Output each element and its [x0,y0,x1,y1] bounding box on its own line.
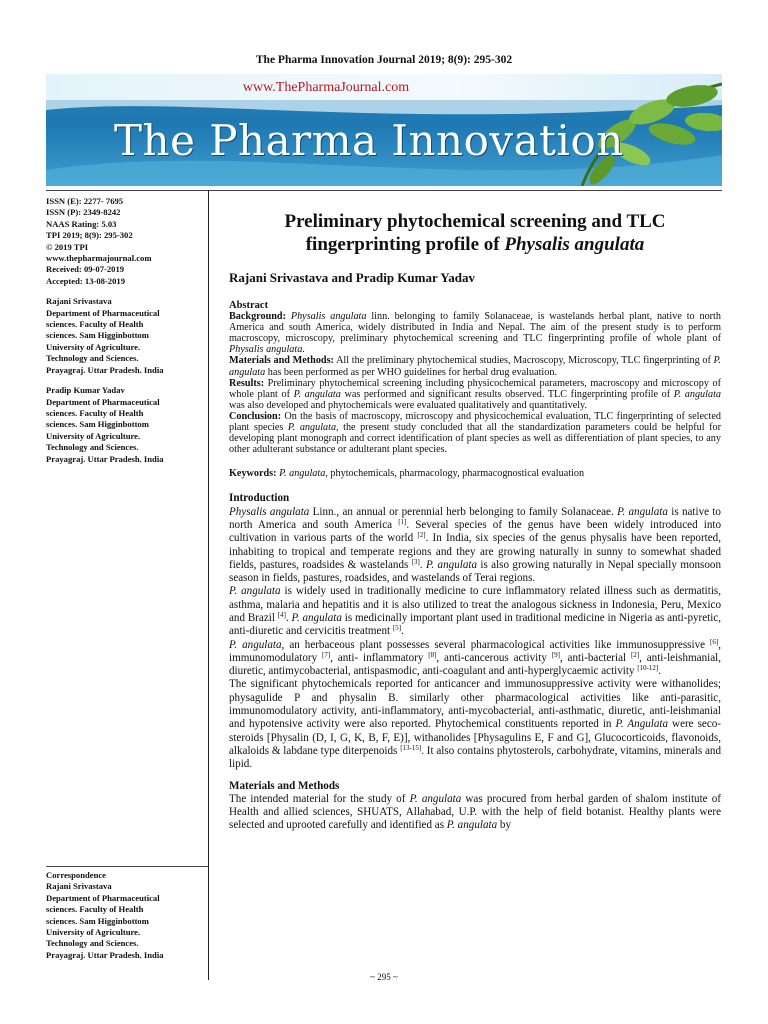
affil-line: Technology and Sciences. [46,442,139,453]
sidebar [46,196,206,465]
article-authors: Rajani Srivastava and Pradip Kumar Yadav [229,270,475,285]
affil-line: sciences. Faculty of Health [46,407,144,418]
correspondence-label: Correspondence [46,870,106,880]
received-date: Received: 09-07-2019 [46,264,125,275]
correspondence-divider [46,866,208,867]
abstract-conclusion: Conclusion: On the basis of macroscopy, microscopy and physicochemical evaluation, TLC fingerprinting of selected plant species P. angulata, the present study concluded that all the standardization parameters could be helpful for developing plant monograph and correct identification of plant species as well as differentiation of plant species, to any other adulterant substance or adulterant plant species. [229,410,721,456]
author-name: Pradip Kumar Yadav [46,385,125,396]
article-title [229,210,721,256]
author-name: Rajani Srivastava [46,296,112,307]
affil-line: University of Agriculture. [46,430,141,441]
intro-paragraph: The significant phytochemicals reported for anticancer and immunosuppressive activity were withanolides; physagulide P and physalin B. similarly other pharmacological activities like anti-parasitic, immunomodulatory activity, anti-inflammatory, anti-mycobacterial, anti-asthmatic, diuretic, anti-leishmanial and hypotensive activity were also reported. Phytochemical constituents reported in P. Angulata were seco- steroids [Physalin (D, I, G, K, B, F, E)], withanolides [Physagulins E, F and G], Glucocorticoids, flavonoids, alkaloids & labdane type diterpenoids [13-15]. It also contains phytosterols, carbohydrate, vitamins, minerals and lipid. [229,678,722,771]
article-body [229,492,721,832]
naas-rating: NAAS Rating: 5.03 [46,218,117,229]
title-species: Physalis angulata [504,234,645,255]
title-plain: fingerprinting profile of [305,234,505,255]
abstract-methods: Materials and Methods: All the preliminary phytochemical studies, Macroscopy, Microscopy, TLC fingerprinting of P. angulata has been performed as per WHO guidelines for herbal drug evaluation. [229,355,721,378]
intro-paragraph: P. angulata is widely used in traditionally medicine to cure inflammatory related illness such as dermatitis, asthma, malaria and hepatitis and it is also utilized to treat the analogous sickness in Indonesia, Peru, Mexico and Brazil [4]. P. angulata is medicinally important plant used in traditional medicine in Nigeria as anti-pyretic, anti-diuretic and cervicitis treatment [5]. [229,585,722,638]
journal-banner [46,74,722,186]
affil-line: sciences. Sam Higginbottom [46,330,149,341]
affil-line: Department of Pharmaceutical [46,307,160,318]
abstract [229,300,721,455]
article-main [229,210,721,833]
affil-line: sciences. Sam Higginbottom [46,419,149,430]
title-line-1: Preliminary phytochemical screening and TLC [284,211,666,232]
abstract-background: Background: Physalis angulata linn. belonging to family Solanaceae, is wastelands herbal plant, native to north America and south America, widely distributed in India and Nepal. The aim of the present study is to perform macroscopy, microscopy, preliminary phytochemical screening and TLC fingerprinting profile of whole plant of Physalis angulata. [229,311,721,356]
affil-line: Prayagraj. Uttar Pradesh. India [46,364,164,375]
issn-p: ISSN (P): 2349-8242 [46,207,121,218]
keywords: Keywords: P. angulata, phytochemicals, pharmacology, pharmacognostical evaluation [229,468,585,480]
affil-line: Prayagraj. Uttar Pradesh. India [46,453,164,464]
affil-line: Department of Pharmaceutical [46,396,160,407]
methods-paragraph: The intended material for the study of P. angulata was procured from herbal garden of shalom institute of Health and allied sciences, SHUATS, Allahabad, U.P. with the help of field botanist. Healthy plants were selected and uprooted carefully and identified as P. angulata by [229,792,721,832]
keywords-label: Keywords: [229,468,277,480]
affil-line: sciences. Sam Higginbottom [46,915,149,926]
author-affiliation-1 [46,296,206,376]
copyright: © 2019 TPI [46,241,89,252]
title-line-2 [229,233,721,256]
abstract-results: Results: Preliminary phytochemical screening including physicochemical parameters, macroscopy and microscopy of whole plant of P. angulata was performed and significant results observed. TLC fingerprinting profile of P. angulata was also developed and phytochemicals were evaluated qualitatively and quantitatively. [229,377,722,411]
banner-url[interactable]: www.ThePharmaJournal.com [242,80,410,95]
page-number: ~ 295 ~ [370,972,398,982]
issn-e: ISSN (E): 2277- 7695 [46,196,124,206]
affil-line: Prayagraj. Uttar Pradesh. India [46,949,164,960]
article-metadata [46,196,206,287]
methods-heading: Materials and Methods [229,779,340,792]
affil-line: sciences. Faculty of Health [46,904,144,915]
abstract-heading: Abstract [229,300,269,311]
intro-paragraph: P. angulata, an herbaceous plant possesses several pharmacological activities like immunosuppressive [6], immunomodulatory [7], anti- inflammatory [8], anti-cancerous activity [9], anti-bacterial [2], anti-leishmanial, diuretic, antimycobacterial, antispasmodic, anti-coagulant and anti-hyperglycaemic activity [10-12]. [229,637,721,678]
header-divider [46,190,722,191]
affil-line: Department of Pharmaceutical [46,892,160,903]
correspondence-name: Rajani Srivastava [46,881,112,892]
intro-heading: Introduction [229,492,290,505]
column-divider [208,190,209,980]
tpi-citation: TPI 2019; 8(9): 295-302 [46,230,133,241]
affil-line: Technology and Sciences. [46,353,139,364]
journal-citation: The Pharma Innovation Journal 2019; 8(9): 295-302 [255,54,513,66]
affil-line: University of Agriculture. [46,927,141,938]
intro-paragraph: Physalis angulata Linn., an annual or perennial herb belonging to family Solanaceae. P. angulata is native to north America and south America [1]. Several species of the genus have been widely introduced into cultivation in various parts of the world [2]. In India, six species of the genus physalis have been reported, inhabiting to tropical and temperate regions and they are growing naturally in sunny to somewhat shaded fields, pastures, roadsides & wastelands [3]. P. angulata is also growing naturally in Nepal specially monsoon season in fields, pastures, roadsides, and wastelands of Terai regions. [229,505,722,585]
correspondence-block [46,870,206,961]
banner-title: The Pharma Innovation [114,116,624,165]
author-affiliation-2 [46,385,206,465]
affil-line: Technology and Sciences. [46,938,139,949]
affil-line: University of Agriculture. [46,341,141,352]
journal-website[interactable]: www.thepharmajournal.com [46,253,152,264]
affil-line: sciences. Faculty of Health [46,319,144,330]
accepted-date: Accepted: 13-08-2019 [46,275,125,286]
